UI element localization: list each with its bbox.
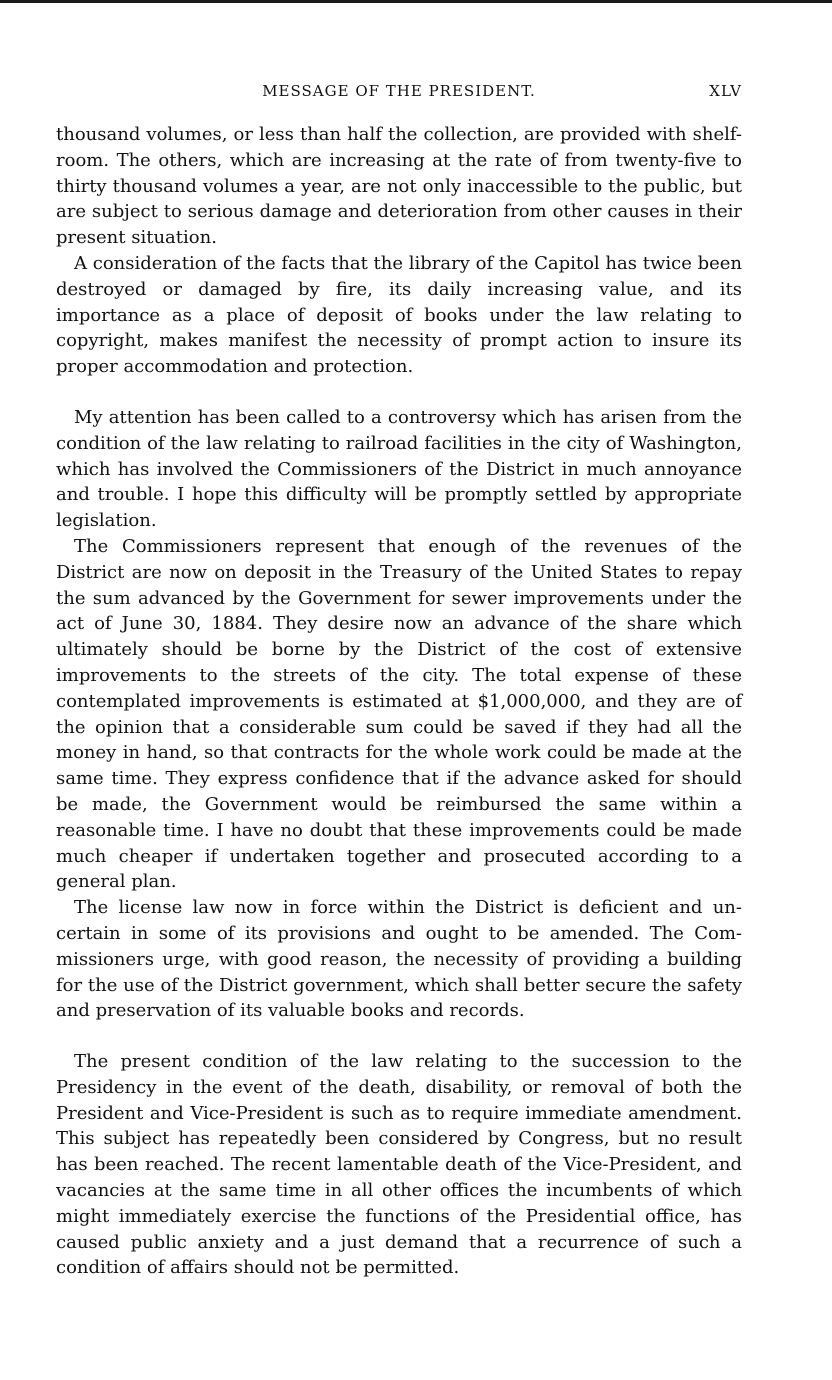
body-text [56,122,742,1281]
page-number: XLV [709,82,742,100]
paragraph-library-protection: A consideration of the facts that the library of the Capitol has twice been destroyed or damaged by fire, its daily increasing value, and its importance as a place of deposit of books under the law relating to copyright, makes manifest the necessity of prompt action to insure its proper accommodation and protection. [56,252,742,378]
paragraph-district-revenues: The Commissioners represent that enough of the revenues of the District are now on deposit in the Treasury of the United States to repay the sum advanced by the Government for sewer improvements under the act of June 30, 1884. They desire now an advance of the share which ultimately should be borne by the District of the cost of extensive improvements to the streets of the city. The total expense of these contemplated improvements is estimated at $1,000,000, and they are of the opinion that a considerable sum could be saved if they had all the money in hand, so that contracts for the whole work could be made at the same time. They express confidence that if the advance asked for should be made, the Government would be reimbursed the same within a reasonable time. I have no doubt that these improvements could be made much cheaper if undertaken together and prosecuted according to a general plan. [56,535,742,893]
document-page [56,78,742,1281]
running-header [56,78,742,108]
page-top-border [0,0,832,3]
running-title: MESSAGE OF THE PRESIDENT. [262,82,536,100]
paragraph-license-law: The license law now in force within the District is deficient and uncertain in some of its provisions and ought to be amended. The Commissioners urge, with good reason, the necessity of providing a building for the use of the District government, which shall better secure the safety and preservation of its valuable books and records. [56,897,742,1022]
paragraph-railroad-controversy: My attention has been called to a controversy which has arisen from the condition of the law relating to railroad facilities in the city of Washington, which has involved the Commissioners of the District in much annoyance and trouble. I hope this difficulty will be promptly settled by appropriate legislation. [56,406,742,532]
paragraph-library-shelf-room: thousand volumes, or less than half the collection, are provided with shelf-room. The others, which are increasing at the rate of from twenty-five to thirty thousand volumes a year, are not only inaccessible to the public, but are subject to serious damage and deterioration from other causes in their present situation. [56,124,742,249]
paragraph-presidential-succession: The present condition of the law relating to the succession to the Presidency in the event of the death, disability, or removal of both the President and Vice-President is such as to require immediate amendment. This subject has repeatedly been considered by Congress, but no result has been reached. The recent lamentable death of the Vice-President, and vacancies at the same time in all other offices the incumbents of which might immediately exercise the functions of the Presidential office, has caused public anxiety and a just demand that a recurrence of such a condition of affairs should not be permitted. [56,1051,742,1279]
